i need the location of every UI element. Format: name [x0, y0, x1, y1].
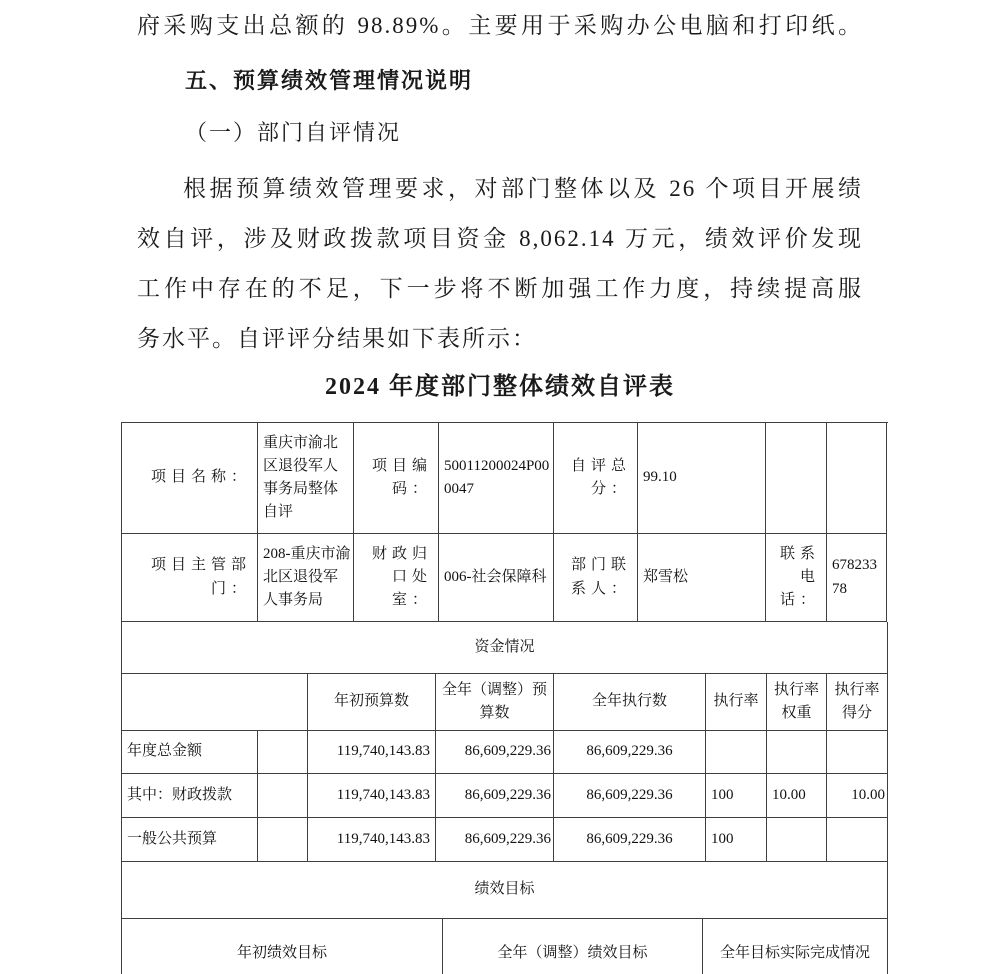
- table-row-department-info: [122, 534, 888, 622]
- rate-weight-value: 10.00: [767, 774, 827, 818]
- initial-budget-value: 119,740,143.83: [308, 774, 436, 818]
- goal-header-initial: 年初绩效目标: [122, 919, 443, 974]
- cell-empty: [258, 774, 308, 818]
- cell-supervising-dept-label: 项目主管部门：: [122, 534, 258, 622]
- section-heading: 五、预算绩效管理情况说明: [185, 68, 474, 93]
- body-paragraph-line: 工作中存在的不足，下一步将不断加强工作力度，持续提高服: [137, 276, 863, 301]
- section-funds-header: 资金情况: [122, 622, 888, 674]
- execution-value: 86,609,229.36: [554, 818, 706, 862]
- section-goals-header: 绩效目标: [122, 862, 888, 919]
- body-paragraph: [137, 164, 863, 364]
- row-label: 其中：财政拨款: [122, 774, 258, 818]
- cell-project-code-value: 50011200024P000047: [439, 423, 554, 534]
- cell-project-code-label: 项目编码：: [354, 423, 439, 534]
- body-paragraph-line: 务水平。自评评分结果如下表所示：: [137, 326, 537, 351]
- column-header-rate-weight: 执行率权重: [767, 674, 827, 731]
- column-header-blank: [122, 674, 308, 731]
- column-header-adjusted-budget: 全年（调整）预算数: [436, 674, 554, 731]
- cell-supervising-dept-value: 208-重庆市渝北区退役军人事务局: [258, 534, 354, 622]
- cell-empty: [258, 731, 308, 774]
- execution-rate-value: 100: [706, 774, 767, 818]
- table-row-general-public-budget: [122, 818, 888, 862]
- cell-contact-person-label: 部门联系人：: [554, 534, 638, 622]
- initial-budget-value: 119,740,143.83: [308, 731, 436, 774]
- rate-score-value: 10.00: [827, 774, 888, 818]
- execution-value: 86,609,229.36: [554, 774, 706, 818]
- column-header-execution-rate: 执行率: [706, 674, 767, 731]
- execution-value: 86,609,229.36: [554, 731, 706, 774]
- goal-header-actual-completion: 全年目标实际完成情况: [703, 919, 888, 974]
- column-header-rate-score: 执行率得分: [827, 674, 888, 731]
- table-row-column-headers: [122, 674, 888, 731]
- performance-self-evaluation-table: [121, 422, 888, 974]
- cell-finance-office-label: 财政归口处室：: [354, 534, 439, 622]
- cell-project-name-value: 重庆市渝北区退役军人事务局整体自评: [258, 423, 354, 534]
- row-label: 年度总金额: [122, 731, 258, 774]
- body-paragraph-line: 根据预算绩效管理要求，对部门整体以及 26 个项目开展绩: [183, 176, 863, 201]
- body-text-column: [137, 0, 863, 364]
- row-label: 一般公共预算: [122, 818, 258, 862]
- cell-phone-label: 联系电话：: [766, 534, 827, 622]
- execution-rate-value: [706, 731, 767, 774]
- cell-self-score-label: 自评总分：: [554, 423, 638, 534]
- column-header-initial-budget: 年初预算数: [308, 674, 436, 731]
- cell-finance-office-value: 006-社会保障科: [439, 534, 554, 622]
- initial-budget-value: 119,740,143.83: [308, 818, 436, 862]
- table-title: 2024 年度部门整体绩效自评表: [325, 374, 675, 400]
- cell-empty: [258, 818, 308, 862]
- table-row-annual-total: [122, 731, 888, 774]
- cell-project-name-label: 项目名称：: [122, 423, 258, 534]
- table-row-fiscal-appropriation: [122, 774, 888, 818]
- rate-weight-value: [767, 731, 827, 774]
- table-row-goal-headers: [122, 919, 888, 974]
- rate-weight-value: [767, 818, 827, 862]
- execution-rate-value: 100: [706, 818, 767, 862]
- table-row-funds-section: [122, 622, 888, 674]
- adjusted-budget-value: 86,609,229.36: [436, 774, 554, 818]
- adjusted-budget-value: 86,609,229.36: [436, 731, 554, 774]
- cell-self-score-value: 99.10: [638, 423, 766, 534]
- rate-score-value: [827, 818, 888, 862]
- goal-header-adjusted: 全年（调整）绩效目标: [443, 919, 703, 974]
- cell-phone-value: 67823378: [827, 534, 887, 622]
- table-row-project-info: [122, 423, 888, 534]
- rate-score-value: [827, 731, 888, 774]
- cell-empty: [827, 423, 887, 534]
- subsection-heading: （一）部门自评情况: [185, 120, 402, 145]
- column-header-execution: 全年执行数: [554, 674, 706, 731]
- paragraph-continuation-line: 府采购支出总额的 98.89%。主要用于采购办公电脑和打印纸。: [137, 13, 863, 38]
- table-row-goals-section: [122, 862, 888, 919]
- cell-empty: [766, 423, 827, 534]
- body-paragraph-line: 效自评，涉及财政拨款项目资金 8,062.14 万元，绩效评价发现: [137, 226, 863, 251]
- cell-contact-person-value: 郑雪松: [638, 534, 766, 622]
- adjusted-budget-value: 86,609,229.36: [436, 818, 554, 862]
